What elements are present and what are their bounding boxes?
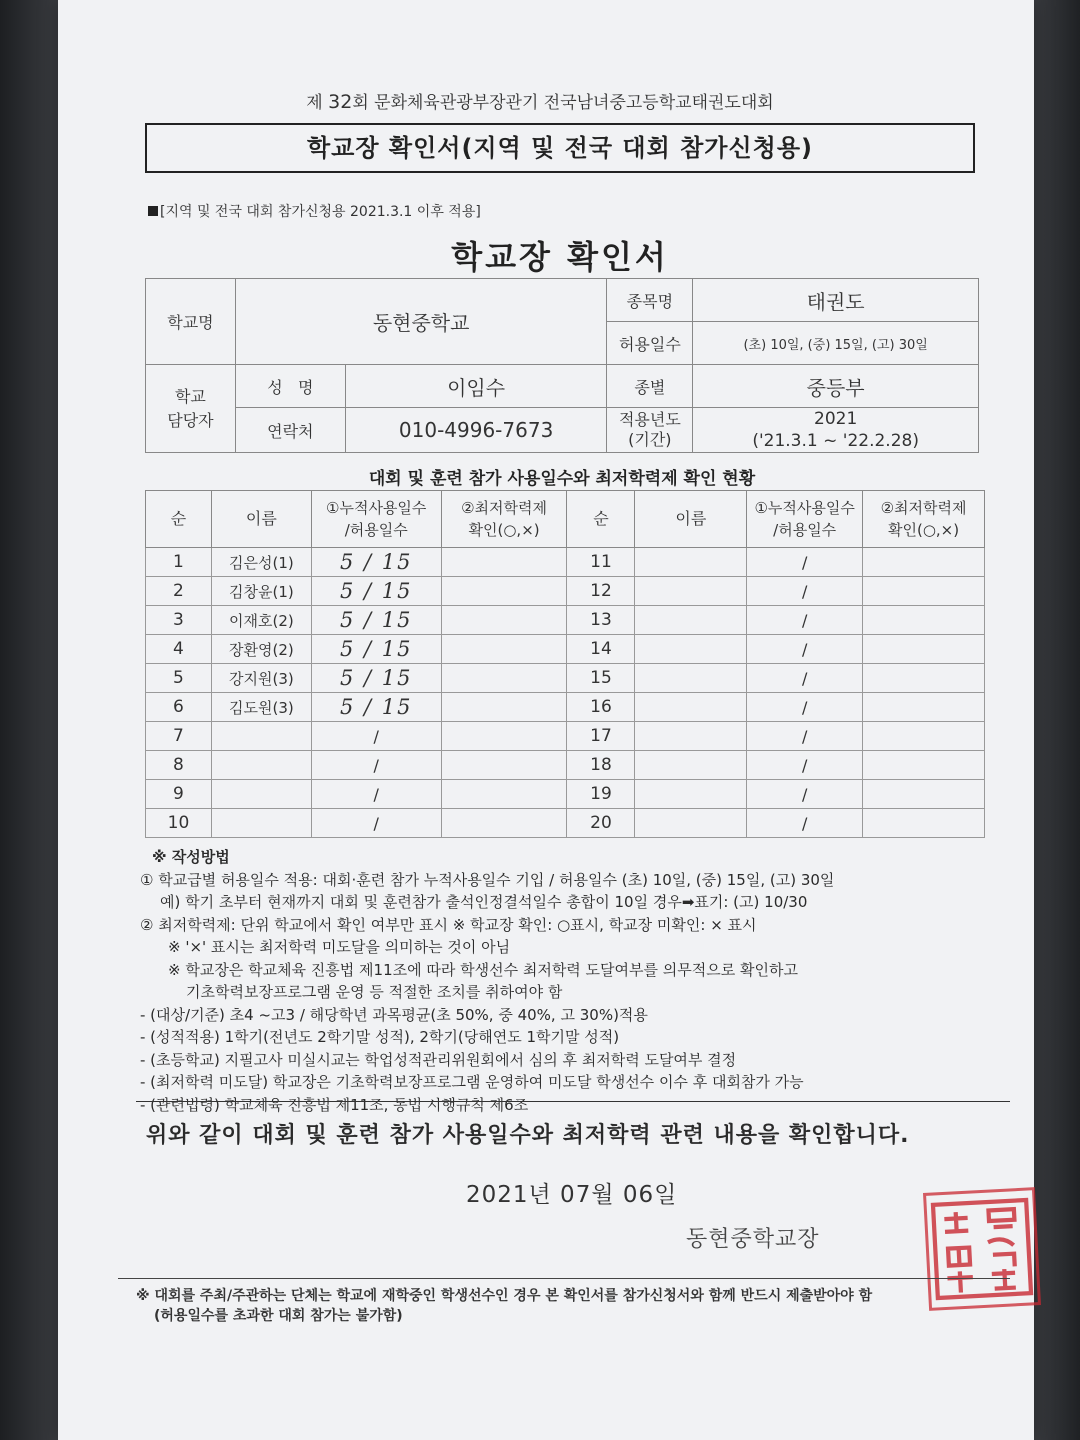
method-line: ① 학교급별 허용일수 적용: 대회·훈련 참가 누적사용일수 기입 / 허용일수 (초) 10일, (중) 15일, (고) 30일 <box>140 870 835 889</box>
min-academic-check <box>863 635 985 664</box>
row-number: 8 <box>146 751 212 780</box>
method-line: 예) 학기 초부터 현재까지 대회 및 훈련참가 출석인정결석일수 총합이 10일 경우➡표기: (고) 10/30 <box>160 893 808 911</box>
table-row <box>146 606 985 635</box>
min-academic-check <box>863 722 985 751</box>
student-name <box>635 606 747 635</box>
row-number: 7 <box>146 722 212 751</box>
method-line: - (최저학력 미도달) 학교장은 기초학력보장프로그램 운영하여 미도달 학생선수 이수 후 대회참가 가능 <box>140 1073 804 1091</box>
method-line: - (초등학교) 지필고사 미실시교는 학업성적관리위원회에서 심의 후 최저학력 도달여부 결정 <box>140 1050 737 1069</box>
row-number: 13 <box>567 606 635 635</box>
table-row <box>146 664 985 693</box>
col-no-2: 순 <box>567 491 635 548</box>
footer-divider <box>118 1278 1010 1279</box>
usage-days: 5 / 15 <box>311 548 441 577</box>
method-heading: ※ 작성방법 <box>152 848 230 866</box>
min-academic-check <box>441 548 567 577</box>
row-number: 11 <box>567 548 635 577</box>
usage-days: / <box>311 780 441 809</box>
method-line: 기초학력보장프로그램 운영 등 적절한 조치를 취하여야 함 <box>186 983 563 1001</box>
usage-section-title: 대회 및 훈련 참가 사용일수와 최저학력제 확인 현황 <box>368 469 756 489</box>
student-name <box>635 664 747 693</box>
table-row <box>146 722 985 751</box>
student-name <box>211 809 311 838</box>
min-academic-check <box>863 577 985 606</box>
col-name: 이름 <box>211 491 311 548</box>
usage-days: / <box>311 809 441 838</box>
student-name <box>635 548 747 577</box>
principal-signature-line: 동현중학교장 <box>686 1227 820 1252</box>
school-name-label: 학교명 <box>146 279 236 365</box>
student-name <box>211 751 311 780</box>
student-name: 강지원(3) <box>211 664 311 693</box>
col-min-academic: ②최저학력제 확인(○,×) <box>441 491 567 548</box>
row-number: 14 <box>567 635 635 664</box>
usage-days: / <box>311 751 441 780</box>
method-line: ※ 학교장은 학교체육 진흥법 제11조에 따라 학생선수 최저학력 도달여부를 의무적으로 확인하고 <box>168 960 798 979</box>
row-number: 1 <box>146 548 212 577</box>
table-row <box>146 548 985 577</box>
min-academic-check <box>441 809 567 838</box>
min-academic-check <box>863 548 985 577</box>
col-name-2: 이름 <box>635 491 747 548</box>
row-number: 18 <box>567 751 635 780</box>
square-bullet-icon <box>148 206 158 216</box>
row-number: 19 <box>567 780 635 809</box>
method-line: ※ '×' 표시는 최저학력 미도달을 의미하는 것이 아님 <box>168 938 511 956</box>
main-title: 학교장 확인서 <box>451 238 669 276</box>
contact-label: 연락처 <box>235 408 345 453</box>
min-academic-check <box>441 722 567 751</box>
event-title: 제 32회 문화체육관광부장관기 전국남녀중고등학교태권도대회 <box>306 91 774 113</box>
usage-days: / <box>747 722 863 751</box>
table-row <box>146 635 985 664</box>
footer-note: ※ 대회를 주최/주관하는 단체는 학교에 재학중인 학생선수인 경우 본 확인서를 참가신청서와 함께 반드시 제출받아야 함 (허용일수를 초과한 대회 참가는 불가함) <box>136 1288 873 1324</box>
division-value: 중등부 <box>693 365 979 408</box>
person-name-label: 성 명 <box>235 365 345 408</box>
row-number: 5 <box>146 664 212 693</box>
row-number: 2 <box>146 577 212 606</box>
student-name <box>635 751 747 780</box>
table-row <box>146 751 985 780</box>
confirmation-statement: 위와 같이 대회 및 훈련 참가 사용일수와 최저학력 관련 내용을 확인합니다. <box>146 1123 910 1148</box>
usage-days: / <box>311 722 441 751</box>
student-name: 이재호(2) <box>211 606 311 635</box>
min-academic-check <box>863 664 985 693</box>
min-academic-check <box>441 635 567 664</box>
min-academic-check <box>863 780 985 809</box>
min-academic-check <box>441 751 567 780</box>
sport-label: 종목명 <box>607 279 693 322</box>
row-number: 4 <box>146 635 212 664</box>
table-row <box>146 693 985 722</box>
year-label: 적용년도 (기간) <box>607 408 693 453</box>
student-name <box>635 693 747 722</box>
min-academic-check <box>441 577 567 606</box>
min-academic-check <box>441 693 567 722</box>
background-right <box>1034 0 1080 1440</box>
row-number: 6 <box>146 693 212 722</box>
background-left <box>0 0 58 1440</box>
usage-days: 5 / 15 <box>311 635 441 664</box>
applicability-note: [지역 및 전국 대회 참가신청용 2021.3.1 이후 적용] <box>148 201 481 221</box>
min-academic-check <box>863 606 985 635</box>
usage-days: 5 / 15 <box>311 664 441 693</box>
student-name <box>635 780 747 809</box>
usage-days: / <box>747 751 863 780</box>
method-line: - (대상/기준) 초4 ~고3 / 해당학년 과목평균(초 50%, 중 40%, 고 30%)적용 <box>140 1005 648 1024</box>
usage-days: / <box>747 693 863 722</box>
contact-value: 010-4996-7673 <box>345 408 607 453</box>
row-number: 20 <box>567 809 635 838</box>
usage-days: / <box>747 606 863 635</box>
method-line: - (관련법령) 학교체육 진흥법 제11조, 동법 시행규칙 제6조 <box>140 1095 529 1114</box>
row-number: 16 <box>567 693 635 722</box>
row-number: 17 <box>567 722 635 751</box>
usage-days: 5 / 15 <box>311 577 441 606</box>
usage-days: / <box>747 664 863 693</box>
student-name: 김은성(1) <box>211 548 311 577</box>
min-academic-check <box>863 693 985 722</box>
usage-days: / <box>747 809 863 838</box>
person-name-value: 이임수 <box>345 365 607 408</box>
min-academic-check <box>441 780 567 809</box>
col-no: 순 <box>146 491 212 548</box>
usage-days: / <box>747 548 863 577</box>
allowed-days-value: (초) 10일, (중) 15일, (고) 30일 <box>693 322 979 365</box>
school-name-value: 동현중학교 <box>235 279 607 365</box>
method-line: ② 최저학력제: 단위 학교에서 확인 여부만 표시 ※ 학교장 확인: ○표시, 학교장 미확인: × 표시 <box>140 915 757 934</box>
student-name: 김도원(3) <box>211 693 311 722</box>
row-number: 3 <box>146 606 212 635</box>
col-usage: ①누적사용일수 /허용일수 <box>311 491 441 548</box>
usage-table <box>145 490 985 838</box>
form-title-box: 학교장 확인서(지역 및 전국 대회 참가신청용) <box>145 123 975 173</box>
usage-days: / <box>747 780 863 809</box>
row-number: 15 <box>567 664 635 693</box>
usage-days: / <box>747 635 863 664</box>
table-row <box>146 809 985 838</box>
divider <box>136 1101 1010 1102</box>
usage-days: 5 / 15 <box>311 693 441 722</box>
sport-value: 태권도 <box>693 279 979 322</box>
table-row <box>146 577 985 606</box>
min-academic-check <box>863 809 985 838</box>
student-name <box>635 577 747 606</box>
student-name: 김창윤(1) <box>211 577 311 606</box>
student-name: 장환영(2) <box>211 635 311 664</box>
usage-days: / <box>747 577 863 606</box>
usage-days: 5 / 15 <box>311 606 441 635</box>
school-info-table <box>145 278 979 453</box>
year-value: 2021 ('21.3.1 ~ '22.2.28) <box>693 408 979 453</box>
min-academic-check <box>441 664 567 693</box>
student-name <box>635 722 747 751</box>
issue-date: 2021년 07월 06일 <box>466 1182 678 1208</box>
col-min-academic-2: ②최저학력제 확인(○,×) <box>863 491 985 548</box>
division-label: 종별 <box>607 365 693 408</box>
row-number: 12 <box>567 577 635 606</box>
min-academic-check <box>441 606 567 635</box>
allowed-days-label: 허용일수 <box>607 322 693 365</box>
min-academic-check <box>863 751 985 780</box>
row-number: 10 <box>146 809 212 838</box>
writing-method <box>140 846 1020 1116</box>
method-line: - (성적적용) 1학기(전년도 2학기말 성적), 2학기(당해연도 1학기말 성적) <box>140 1028 620 1046</box>
table-row <box>146 780 985 809</box>
student-name <box>635 635 747 664</box>
col-usage-2: ①누적사용일수 /허용일수 <box>747 491 863 548</box>
manager-label: 학교 담당자 <box>146 365 236 453</box>
row-number: 9 <box>146 780 212 809</box>
student-name <box>635 809 747 838</box>
student-name <box>211 780 311 809</box>
student-name <box>211 722 311 751</box>
